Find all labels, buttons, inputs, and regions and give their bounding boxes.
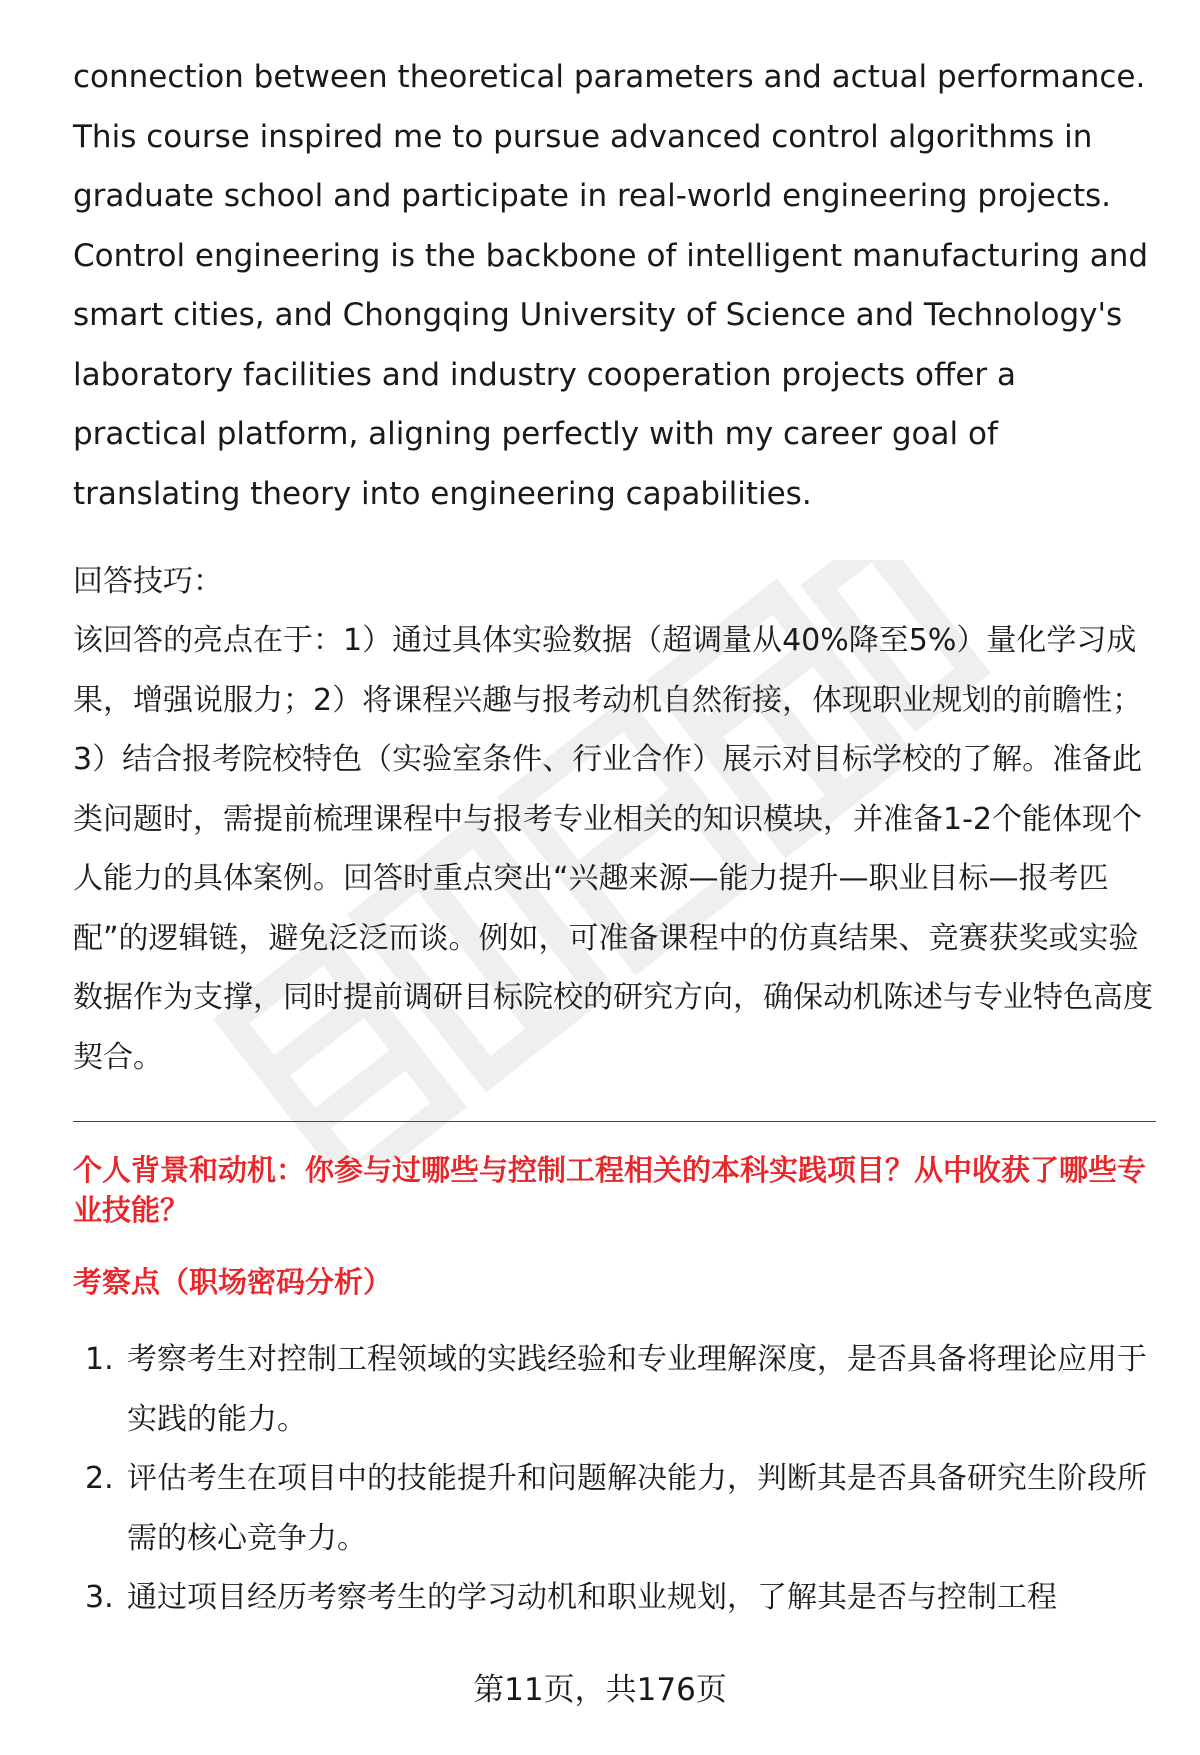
list-item-text: 通过项目经历考察考生的学习动机和职业规划，了解其是否与控制工程 <box>127 1580 1057 1615</box>
question-heading: 个人背景和动机：你参与过哪些与控制工程相关的本科实践项目？从中收获了哪些专业技能？ <box>73 1153 1147 1227</box>
analysis-title: 考察点（职场密码分析） <box>73 1265 393 1299</box>
page-footer: 第11页，共176页 <box>473 1672 727 1708</box>
list-item-number: 1. <box>85 1342 114 1377</box>
list-item <box>73 1330 1156 1449</box>
list-item-text: 评估考生在项目中的技能提升和问题解决能力，判断其是否具备研究生阶段所需的核心竞争力。 <box>127 1461 1147 1556</box>
tips-label: 回答技巧： <box>73 564 223 599</box>
document-page <box>73 48 1156 1628</box>
list-item <box>73 1449 1156 1568</box>
list-item <box>73 1568 1156 1628</box>
list-item-number: 2. <box>85 1461 114 1496</box>
list-item-text: 考察考生对控制工程领域的实践经验和专业理解深度，是否具备将理论应用于实践的能力。 <box>127 1342 1147 1437</box>
list-item-number: 3. <box>85 1580 114 1615</box>
analysis-points-list <box>73 1330 1156 1628</box>
section-divider <box>73 1121 1156 1122</box>
answer-continuation-paragraph: connection between theoretical parameters and actual performance. This course inspired me to pursue advanced control algorithms in graduate school and participate in real-world engineering projects. Control engineering is the backbone of intelligent manufacturing and smart cities, and Chongqing University of Science and Technology's laboratory facilities and industry cooperation projects offer a practical platform, aligning perfectly with my career goal of translating theory into engineering capabilities. <box>73 59 1149 512</box>
tips-paragraph: 该回答的亮点在于：1）通过具体实验数据（超调量从40%降至5%）量化学习成果，增强说服力；2）将课程兴趣与报考动机自然衔接，体现职业规划的前瞻性；3）结合报考院校特色（实验室条件、行业合作）展示对目标学校的了解。准备此类问题时，需提前梳理课程中与报考专业相关的知识模块，并准备1-2个能体现个人能力的具体案例。回答时重点突出“兴趣来源—能力提升—职业目标—报考匹配”的逻辑链，避免泛泛而谈。例如，可准备课程中的仿真结果、竞赛获奖或实验数据作为支撑，同时提前调研目标院校的研究方向，确保动机陈述与专业特色高度契合。 <box>73 623 1153 1075</box>
